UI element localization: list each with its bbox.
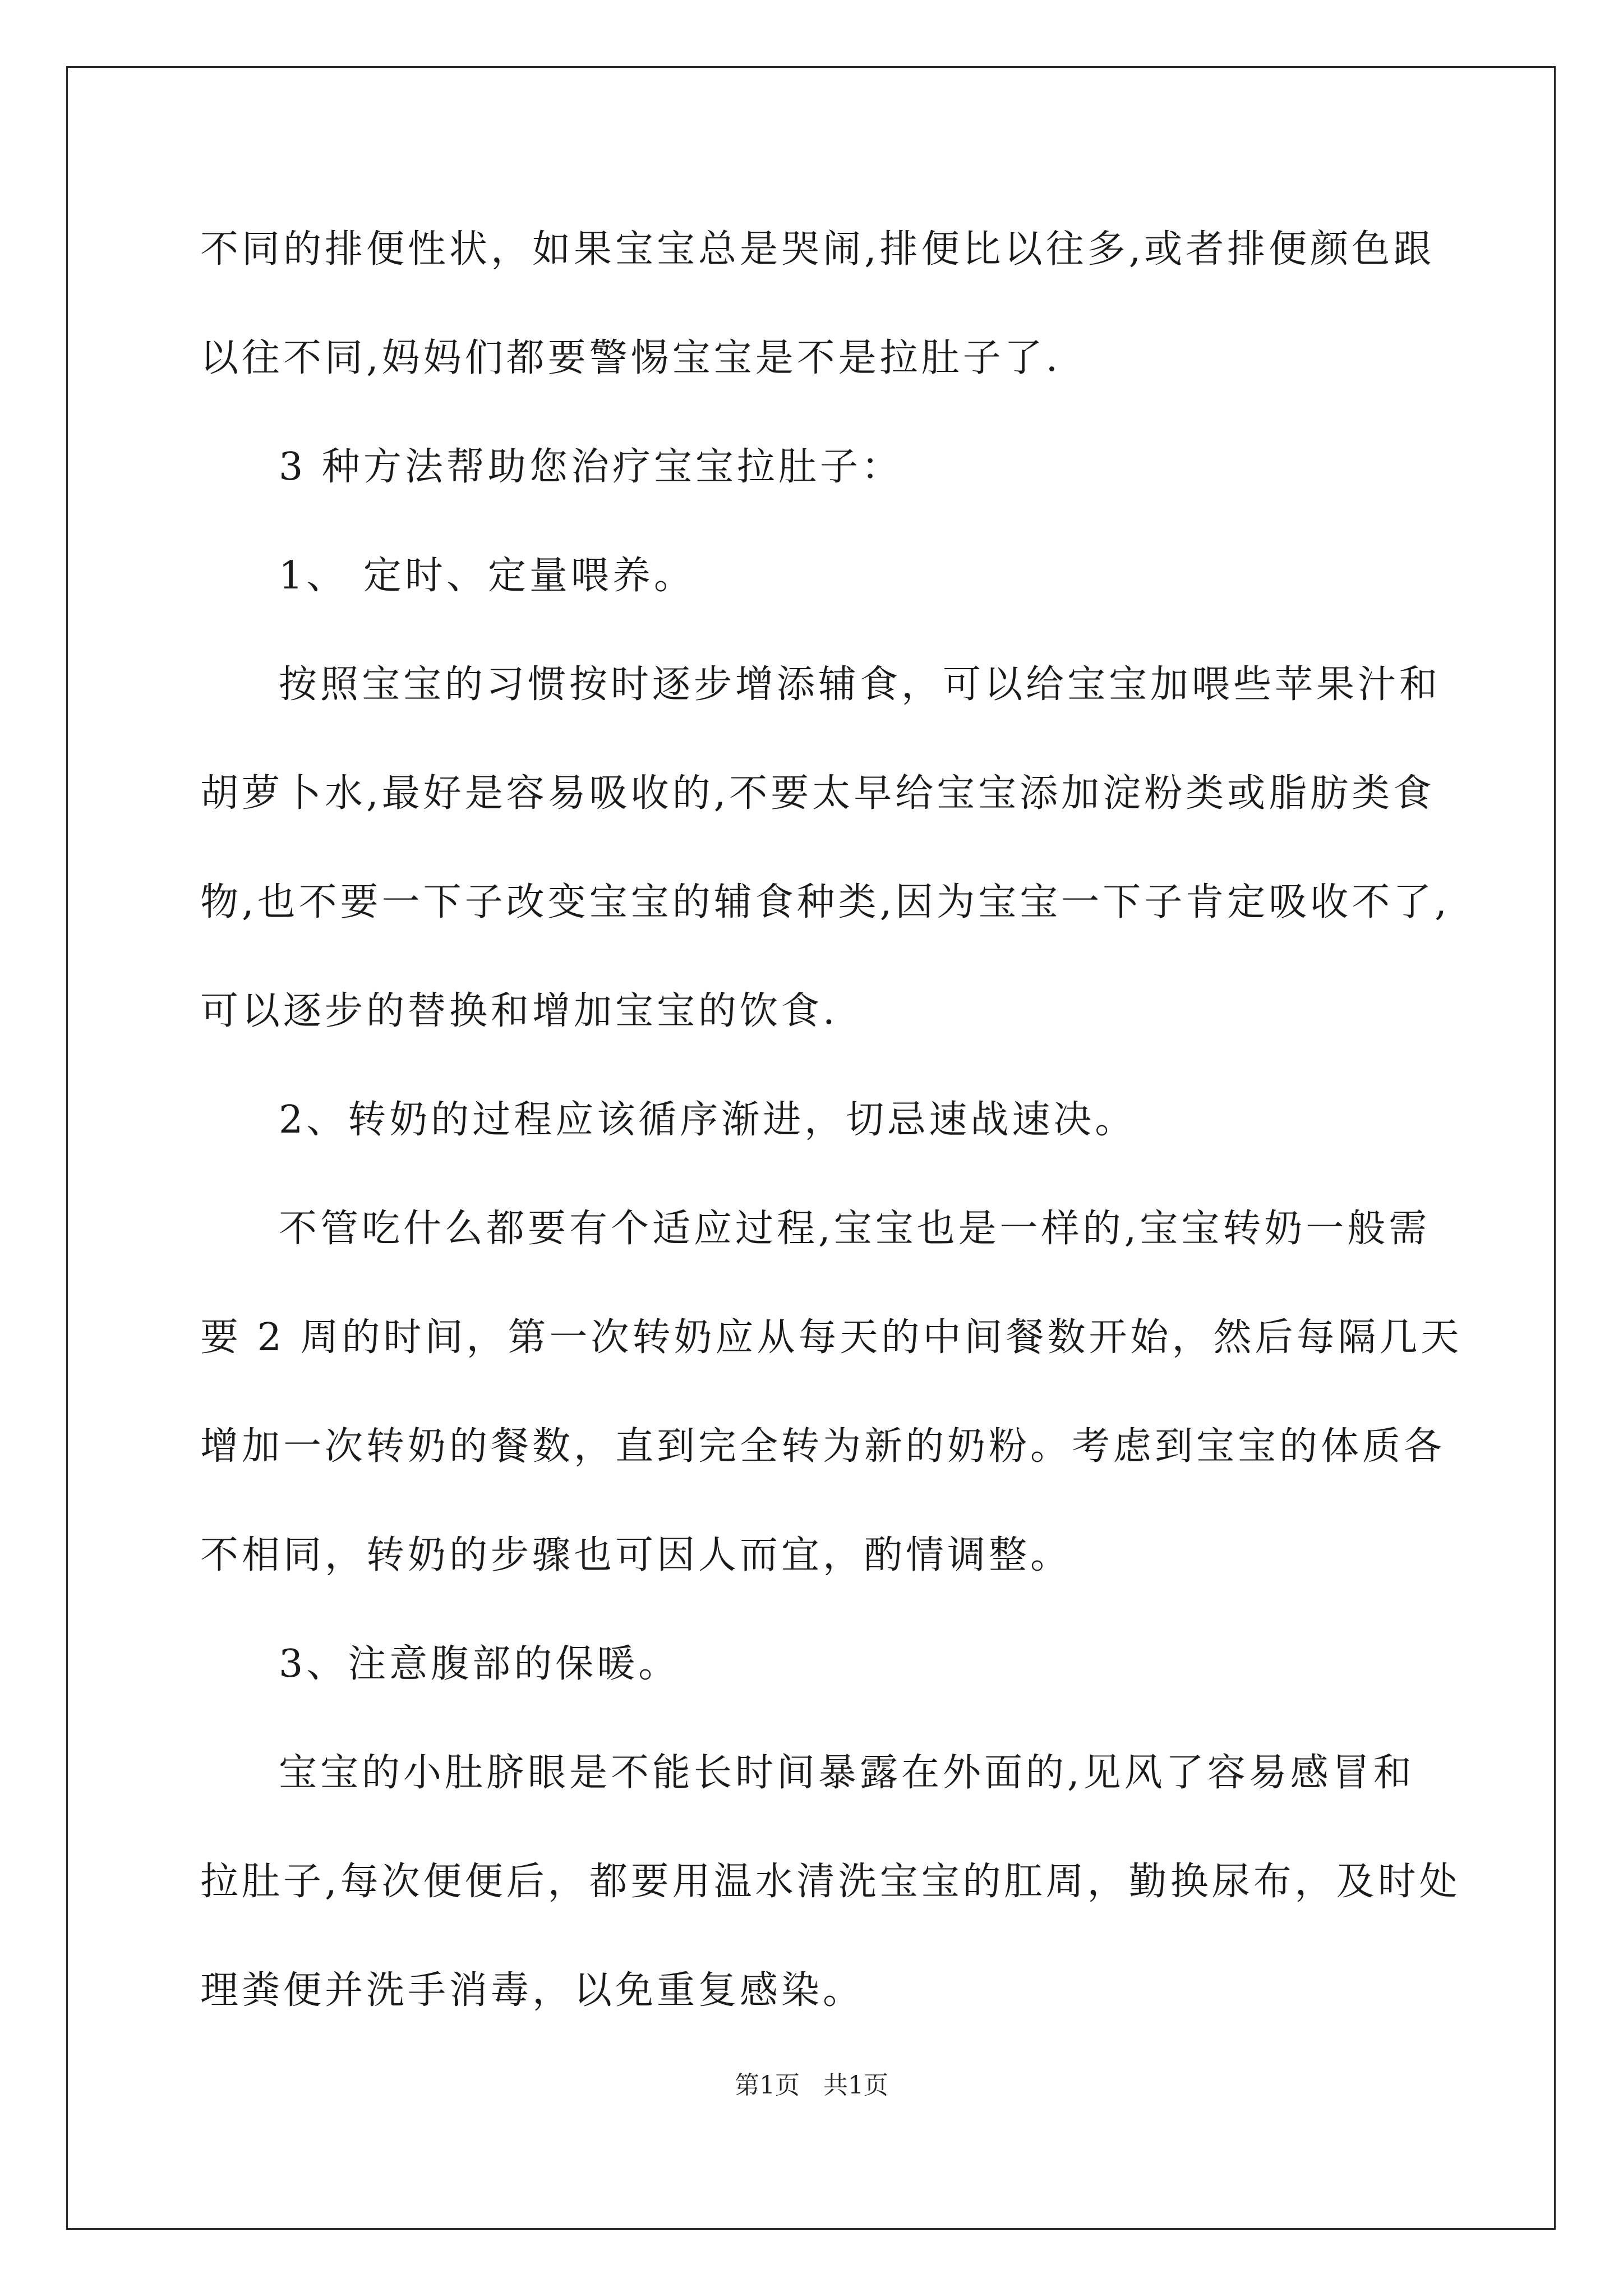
heading-methods: 3 种方法帮助您治疗宝宝拉肚子： bbox=[279, 445, 903, 489]
text-line: 物,也不要一下子改变宝宝的辅食种类,因为宝宝一下子肯定吸收不了, bbox=[200, 880, 1450, 924]
text-line: 要 2 周的时间，第一次转奶应从每天的中间餐数开始，然后每隔几天 bbox=[200, 1315, 1463, 1360]
text-line: 理粪便并洗手消毒，以免重复感染。 bbox=[200, 1968, 865, 2013]
text-line: 宝宝的小肚脐眼是不能长时间暴露在外面的,见风了容易感冒和 bbox=[279, 1751, 1415, 1795]
text-line: 可以逐步的替换和增加宝宝的饮食. bbox=[200, 989, 838, 1033]
subheading-1: 1、 定时、定量喂养。 bbox=[279, 554, 695, 598]
page-footer: 第1页 共1页 bbox=[735, 2071, 888, 2100]
text-line: 拉肚子,每次便便后，都要用温水清洗宝宝的肛周，勤换尿布，及时处 bbox=[200, 1860, 1461, 1904]
subheading-3: 3、注意腹部的保暖。 bbox=[279, 1642, 680, 1686]
text-line: 以往不同,妈妈们都要警惕宝宝是不是拉肚子了. bbox=[200, 336, 1062, 380]
text-line: 增加一次转奶的餐数，直到完全转为新的奶粉。考虑到宝宝的体质各 bbox=[200, 1424, 1446, 1469]
text-line: 不同的排便性状，如果宝宝总是哭闹,排便比以往多,或者排便颜色跟 bbox=[200, 227, 1435, 272]
text-line: 胡萝卜水,最好是容易吸收的,不要太早给宝宝添加淀粉类或脂肪类食 bbox=[200, 771, 1435, 816]
text-line: 不相同，转奶的步骤也可因人而宜，酌情调整。 bbox=[200, 1533, 1072, 1577]
subheading-2: 2、转奶的过程应该循序渐进，切忌速战速决。 bbox=[279, 1098, 1137, 1142]
text-line: 按照宝宝的习惯按时逐步增添辅食，可以给宝宝加喂些苹果汁和 bbox=[279, 662, 1441, 707]
text-line: 不管吃什么都要有个适应过程,宝宝也是一样的,宝宝转奶一般需 bbox=[279, 1207, 1431, 1251]
